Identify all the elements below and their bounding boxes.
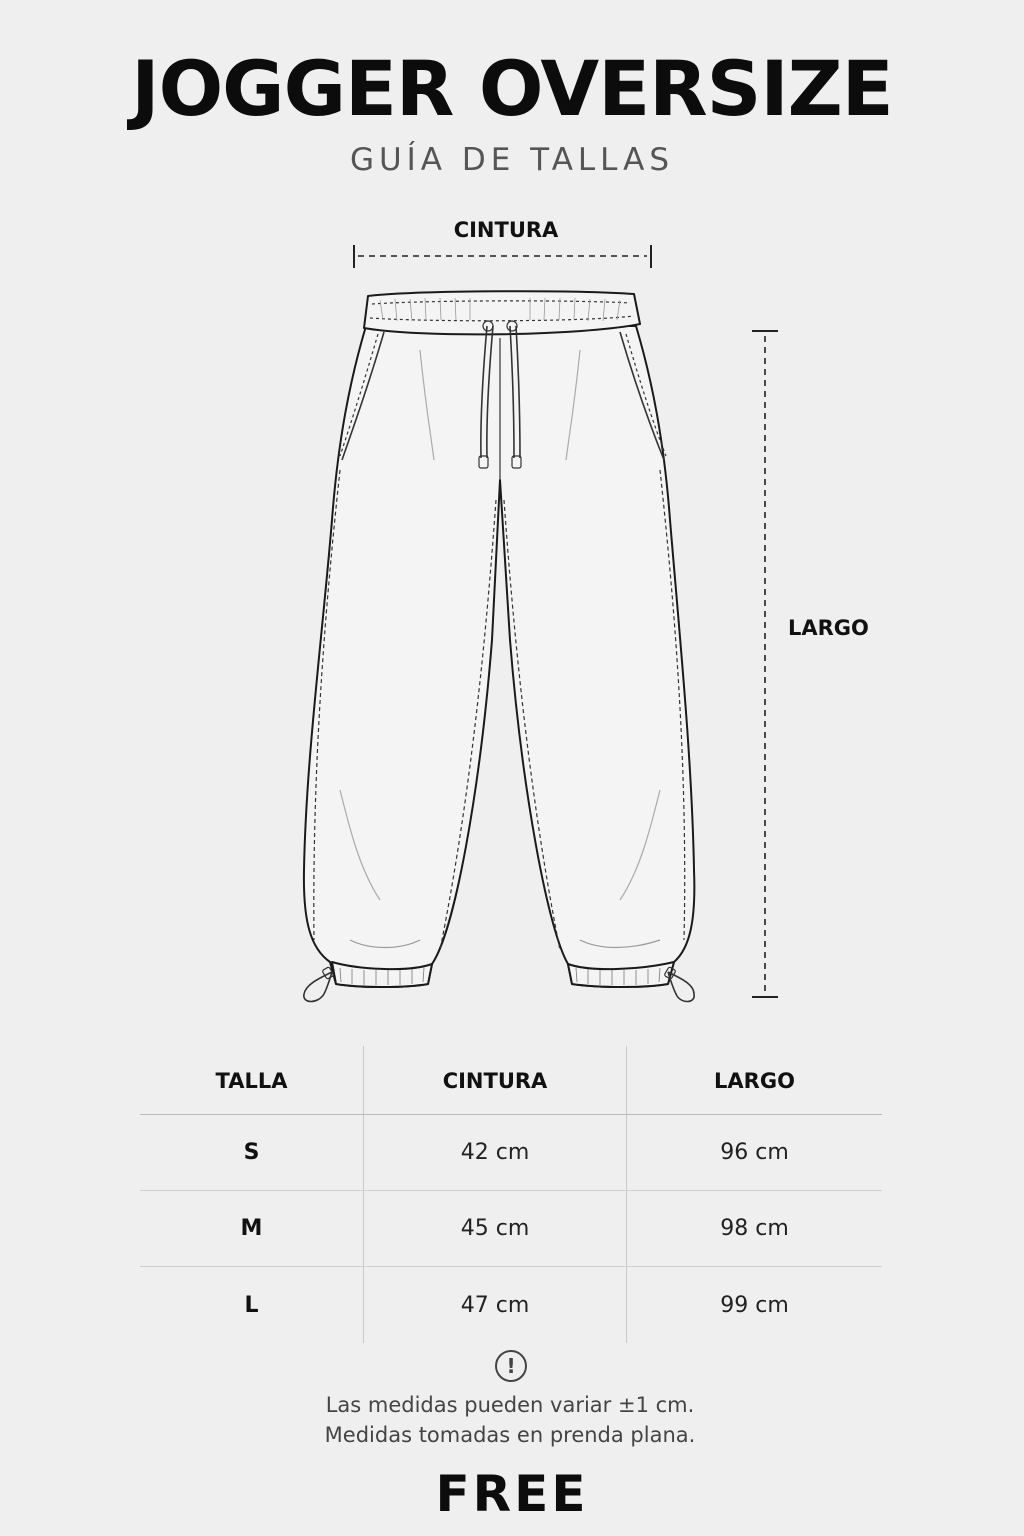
table-row bbox=[140, 1191, 882, 1267]
length-measure-line bbox=[752, 331, 778, 997]
length-cell: 96 cm bbox=[720, 1140, 789, 1165]
header-talla: TALLA bbox=[140, 1046, 364, 1114]
table-row bbox=[140, 1267, 882, 1343]
page-subtitle: GUÍA DE TALLAS bbox=[349, 142, 675, 178]
exclamation-circle-icon: ! bbox=[495, 1350, 527, 1382]
notice-line-1: Las medidas pueden variar ±1 cm. bbox=[325, 1393, 695, 1417]
waist-cell: 45 cm bbox=[364, 1191, 627, 1266]
table-row bbox=[140, 1115, 882, 1191]
length-measure-label: LARGO bbox=[788, 616, 869, 640]
size-cell: L bbox=[140, 1267, 364, 1343]
waist-measure-line bbox=[354, 245, 651, 268]
size-cell: S bbox=[140, 1115, 364, 1190]
header-largo: LARGO bbox=[714, 1069, 795, 1093]
waist-cell: 47 cm bbox=[364, 1267, 627, 1343]
header-cintura: CINTURA bbox=[364, 1046, 627, 1114]
length-cell: 98 cm bbox=[720, 1216, 789, 1241]
pants-outline bbox=[304, 291, 694, 987]
page-title: JOGGER OVERSIZE bbox=[131, 44, 893, 133]
length-cell: 99 cm bbox=[720, 1292, 789, 1318]
size-table-header bbox=[140, 1046, 882, 1115]
notice-line-2: Medidas tomadas en prenda plana. bbox=[324, 1423, 696, 1447]
size-table bbox=[140, 1046, 882, 1343]
waist-measure-label: CINTURA bbox=[453, 218, 559, 242]
size-cell: M bbox=[140, 1191, 364, 1266]
brand-logo: FREE bbox=[435, 1465, 589, 1523]
waist-cell: 42 cm bbox=[364, 1115, 627, 1190]
